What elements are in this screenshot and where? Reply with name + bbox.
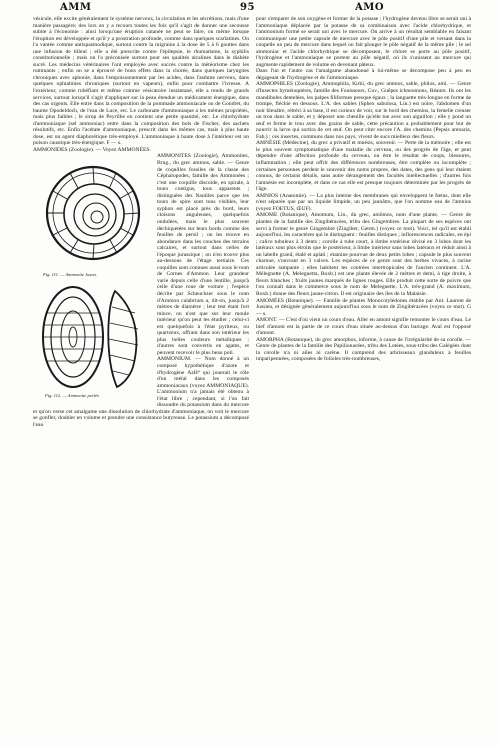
entry-amomees: AMOMÉES (Botanique). — Famille de plantes Monocotylédones établie par Ant. Laurent de Jussieu, et désignée généralement aujourd'hui sous le nom de Zingibéracées (voyez ce mot). G — s. xyxy=(256,297,471,317)
entry-ammonides: AMMONIDES (Zoologie). — Voyez AMMONÉES. xyxy=(33,146,151,153)
figure-caption: Fig. 111. — Ammonite Jason. xyxy=(43,272,97,278)
running-head-left: AMM xyxy=(60,2,92,13)
figure-caption: Fig. 112. — Ammonite perlée. xyxy=(45,393,101,399)
figure-ammonite-jason xyxy=(33,155,151,280)
entry-amnesie: AMNÉSIE (Médecine), du grec a privatif et mnésis, souvenir. — Perte de la mémoire ; elle est le plus souvent symptomatique d'une maladie du cerveau, ou des progrès de l'âge, et peut dépendre d'une affection profonde du cerveau, ou être le résultat de coups, blessures, inflammation ; elle peut offrir des différences nombreuses, être complète ou incomplète ; certaines personnes perdent le souvenir des noms propres, des dates, des gens qui leur étaient connus, de certains détails, sans autre dérangement des facultés intellectuelles ; d'autres fois l'amnésie est incomplète, et dans ce cas elle est presque toujours déterminée par les progrès de l'âge. xyxy=(256,140,471,193)
entry-amont: AMONT. — C'est d'où vient un cours d'eau. Aller en amont signifie remonter le cours d'eau. Le bief d'amont est la partie de ce cours d'eau située au-dessus d'un barrage. Aval est l'opposé d'amont. xyxy=(256,317,471,337)
entry-ammonium: AMMONIUM. — Nom donné à un composé hypothétique d'azote et d'hydrogène AzH⁴ qui jouerait le rôle d'un métal dans les composés ammoniacaux (voyez AMMONIAQUE). L'ammonium n'a jamais été obtenu à l'état libre ; cependant, si l'on fait dissoudre du potassium dans du mercure et qu'on verse cet amalgame une dissolution de chlorhydrate d'ammoniaque, on voit le mercure se gonfler, doubler en volume et prendre une consistance butyreuse. Le potassium a décomposé l'eau xyxy=(33,356,249,428)
entry-ammophiles: AMMOPHILES (Zoologie), Ammophila, Kirbi, du grec ammos, sable, philos, ami. — Genre d'Insectes hyménoptères, famille des Fouisseurs, Cuv., Guêpes ichneumons, Réaum. Ils ont les mandibules dentelées, les palpes filiformes presque égaux ; la languette très-longue en forme de trompe, fléchie en dessous. L'A. des sables (Sphex sabulosa, Lin.) est noire, l'abdomen d'un noir bleuâtre, rétréci à sa base, il est curieux de voir, sur le bord des chemins, la femelle creuser un trou dans le sable, et y déposer une chenille qu'elle tue avec son aiguillon ; elle y pond un œuf et ferme le trou avec des grains de sable, cette précaution a probablement pour but de nourrir la larve qui sortira de cet œuf. On peut citer encore l'A. des chemins (Pepsis arenaria, Fab.) ; ces insectes, communs dans nos pays, vivent de sucs mielleux des fleurs. xyxy=(256,81,471,140)
page-number: 95 xyxy=(240,2,255,13)
left-column xyxy=(33,16,249,738)
entry-amome: AMOME (Botanique), Amomum, Lin., du grec, amômos, nom d'une plante. — Genre de plantes de la famille des Zingibéracées, tribu des Gingembres. La plupart de ses espèces ont servi à former le genre Gingembre (Zingiber, Gærtn.) (voyez ce mot). Voici, tel qu'il est établi aujourd'hui, les caractères qui le distinguent : feuilles distiques ; inflorescences radicales, en épi ; calice tubuleux à 3 dents ; corolle à tube court, à limbe extérieur divisé en 3 lobes dont les latéraux sont plus étroits que le postérieur, à limbe intérieur sans lobes latéraux et réduit ainsi à un labelle grand, étalé et aplati ; étamine pourvue de deux petits lobes ; capsule le plus souvent charnue, s'ouvrant en 3 valves. Les espèces de ce genre sont des herbes vivaces, à racine articulée rampante ; elles habitent les contrées intertropicales de l'ancien continent. L'A. Mélegnette (A. Meleguetta, Roxb.) est une plante élevée de 2 mètres et demi, à tige droite, à fleurs blanches ; fruits jaunes marqués de lignes rouges. Elle produit cette sorte de poivre que l'on connaît dans le commerce sous le nom de Meleguette. L'A. très-grand (A. maximum, Roxb.) donne des fleurs jaune-citron. Il est originaire des îles de la Malaisie. xyxy=(256,212,471,297)
ammonite-fossil-icon xyxy=(33,155,151,270)
figure-group xyxy=(33,155,151,403)
entry-ammonites-text: AMMONITES (Zoologie), Ammonites, Brug., du grec ammos, sable. — Genre de coquilles fossiles de la classe des Céphalopodes, famille des Ammonées ; c'est une coquille discoïde, en spirale, à tours contigus, tous apparents ; distinguées des Nautiles parce que les tours de spire sont tous visibles, leur syphon est placé près du bord, leurs cloisons anguleuses, quelquefois ondulées, mais le plus souvent déchiquetées sur leurs bords comme des feuilles de persil ; on les trouve en abondance dans les couches des terrains calcaires, et surtout dans celles de l'époque jurassique ; on n'en trouve plus au-dessous de l'étage tertiaire. Ces coquilles sont connues aussi sous le nom de Cornes d'Ammon. Leur grandeur varie depuis celle d'une lentille, jusqu'à celle d'une roue de voiture ; l'espèce décrite par Scheuchzer sous le nom d'Ammon calabrium a, dit-on, jusqu'à 2 mètres de diamètre ; leur test étant fort mince, on n'est que sur leur moule intérieur qu'on peut les étudier ; celui-ci est quelquefois à l'état pyriteux, ou quartzeux, offrant dans son intérieur les plus belles couleurs métalliques ; d'autres sont convertis en agates, et peuvent recevoir le plus beau poli. xyxy=(157,153,249,356)
entry-ammonium-note: Dans l'un et l'autre cas l'amalgame abandonné à lui-même se décompose peu à peu en dégageant de l'hydrogène et de l'ammoniaque. xyxy=(256,68,471,81)
entry-ammonium-continued: pour s'emparer de son oxygène et former de la potasse ; l'hydrogène devenu libre se serait uni à l'ammoniaque déplacée par la potasse de sa combinaison avec l'acide chlorhydrique, et l'ammonium formé se serait uni avec le mercure. On arrive à un résultat semblable en faisant communiquer une petite capsule de mercure avec le pôle positif d'une pile et versant dans la coupelle un peu de mercure dans lequel on fait plonger le pôle négatif de la même pile ; le sel ammoniac et l'acide chlorhydrique se décomposent, le chlore se porte au pôle positif, l'hydrogène et l'ammoniaque se portent au pôle négatif, où ils s'unissent au mercure qui augmente rapidement de volume en devenant pâteux. xyxy=(256,16,471,68)
right-column xyxy=(256,16,471,738)
entry-amorpha: AMORPHA (Botanique), du grec amorphos, informe, à cause de l'irrégularité de sa corolle. — Genre de plantes de la famille des Papilionacées, tribu des Lotées, sous-tribu des Galégées dont la corolle n'a ni ailes ni carène. Il comprend des arbrisseaux glanduleux à feuilles imparipennées, composées de folioles très-nombreuses, xyxy=(256,336,471,363)
entry-amnios: AMNIOS (Anatomie). — La plus interne des membranes qui enveloppent le fœtus, dont elle n'est séparée que par un liquide limpide, un peu jaunâtre, que l'on nomme eau de l'amnios (voyez FOETUS, ŒUF). xyxy=(256,192,471,212)
ammonite-fossil-icon xyxy=(33,283,151,391)
figure-ammonite-perlee xyxy=(33,283,151,401)
entry-ammoniaque-continued: vésicule, elle excite généralement le système nerveux, la circulation et les sécrétions, mais d'une manière passagère; des lors on y a recours toutes les fois qu'il s'agit de donner une secousse subite à l'économie : ainsi lorsqu'une éruption cutanée ne peut se faire, ou même lorsque l'éruption est développée et qu'il y a prostration profonde, comme dans quelques scarlatines. On l'a vantée comme antispasmodique, surtout contre la migraine à la dose de 5 à 6 gouttes dans une infusion de tilleul ; elle a été prescrite contre l'épilepsie, le rhumatisme, la syphilis constitutionnelle ; mais on l'a préconisée surtout pour ses qualités alcalines dans le diabète sucré. Les médecins vétérinaires l'ont employée avec succès contre la météorisme chez les ruminants ; enfin on se a éprouvé de bons effets dans la chorée, dans quelques laryngites chroniques avec aphonie, dans l'empoisonnement par les acides, dans l'asthme nerveux, dans quelques ophtalmies chroniques (surtout en vapeurs), enfin pour combattre l'ivresse. A l'extérieur, comme rubéfiant et même comme vésicatoire instantané, elle a rendu de grands services, surtout lorsqu'il s'agit d'appliquer sur la peau étendue un médicament énergique, dans des cas urgents. Elle entre dans la composition de la pommade ammoniacale ou de Gondret, du baume Opodeldoch, de l'eau de Luce, etc. Le carbonate d'ammoniaque a les mêmes propriétés, mais plus faibles ; le sirop de Peyrilhe en contient une petite quantité, etc. Le chlorhydrate d'ammoniaque (sel ammoniac) entre dans la composition des bols de Fischer, des sachets résolutifs, etc. Enfin l'acétate d'ammoniaque, prescrit dans les mêmes cas, mais à plus haute dose, est un agent diaphorétique très-employé. L'ammoniaque à haute dose à l'intérieur est un poison caustique très-énergique. F — s. xyxy=(33,16,249,147)
running-head-right: AMO xyxy=(355,2,385,13)
